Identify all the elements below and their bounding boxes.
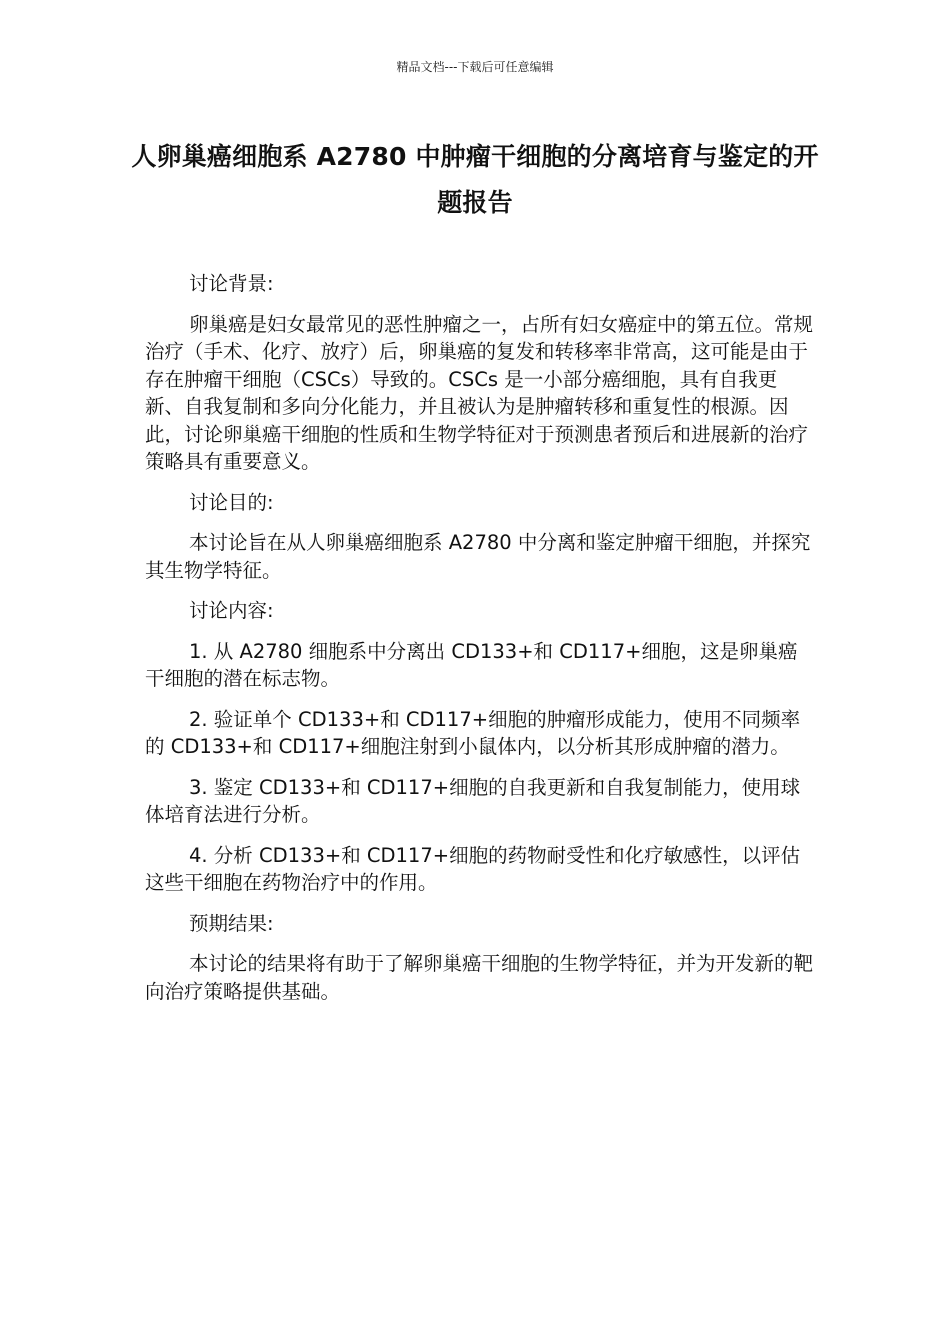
document-title: 人卵巢癌细胞系 A2780 中肿瘤干细胞的分离培育与鉴定的开题报告 bbox=[131, 142, 819, 217]
background-paragraph: 卵巢癌是妇女最常见的恶性肿瘤之一，占所有妇女癌症中的第五位。常规治疗（手术、化疗、放疗）后，卵巢癌的复发和转移率非常高，这可能是由于存在肿瘤干细胞（CSCs）导致的。CSCs 是一小部分癌细胞，具有自我更新、自我复制和多向分化能力，并且被认为是肿瘤转移和重复性的根源。因此，讨论卵巢癌干细胞的性质和生物学特征对于预测患者预后和进展新的治疗策略具有重要意义。 bbox=[145, 312, 814, 473]
content-item-4: 4. 分析 CD133+和 CD117+细胞的药物耐受性和化疗敏感性，以评估这些干细胞在药物治疗中的作用。 bbox=[145, 843, 801, 894]
purpose-paragraph: 本讨论旨在从人卵巢癌细胞系 A2780 中分离和鉴定肿瘤干细胞，并探究其生物学特征。 bbox=[145, 531, 811, 582]
background-heading: 讨论背景: bbox=[189, 272, 274, 295]
expected-heading: 预期结果: bbox=[189, 911, 274, 935]
content-item-2: 2. 验证单个 CD133+和 CD117+细胞的肿瘤形成能力，使用不同频率的 CD133+和 CD117+细胞注射到小鼠体内，以分析其形成肿瘤的潜力。 bbox=[145, 707, 801, 758]
expected-paragraph: 本讨论的结果将有助于了解卵巢癌干细胞的生物学特征，并为开发新的靶向治疗策略提供基础。 bbox=[145, 952, 814, 1003]
content-heading: 讨论内容: bbox=[189, 599, 274, 622]
content-item-3: 3. 鉴定 CD133+和 CD117+细胞的自我更新和自我复制能力，使用球体培育法进行分析。 bbox=[145, 775, 801, 826]
header-note: 精品文档---下载后可任意编辑 bbox=[396, 60, 554, 74]
document-body bbox=[145, 270, 813, 1018]
purpose-heading: 讨论目的: bbox=[189, 490, 274, 514]
content-item-1: 1. 从 A2780 细胞系中分离出 CD133+和 CD117+细胞，这是卵巢癌干细胞的潜在标志物。 bbox=[145, 639, 798, 690]
